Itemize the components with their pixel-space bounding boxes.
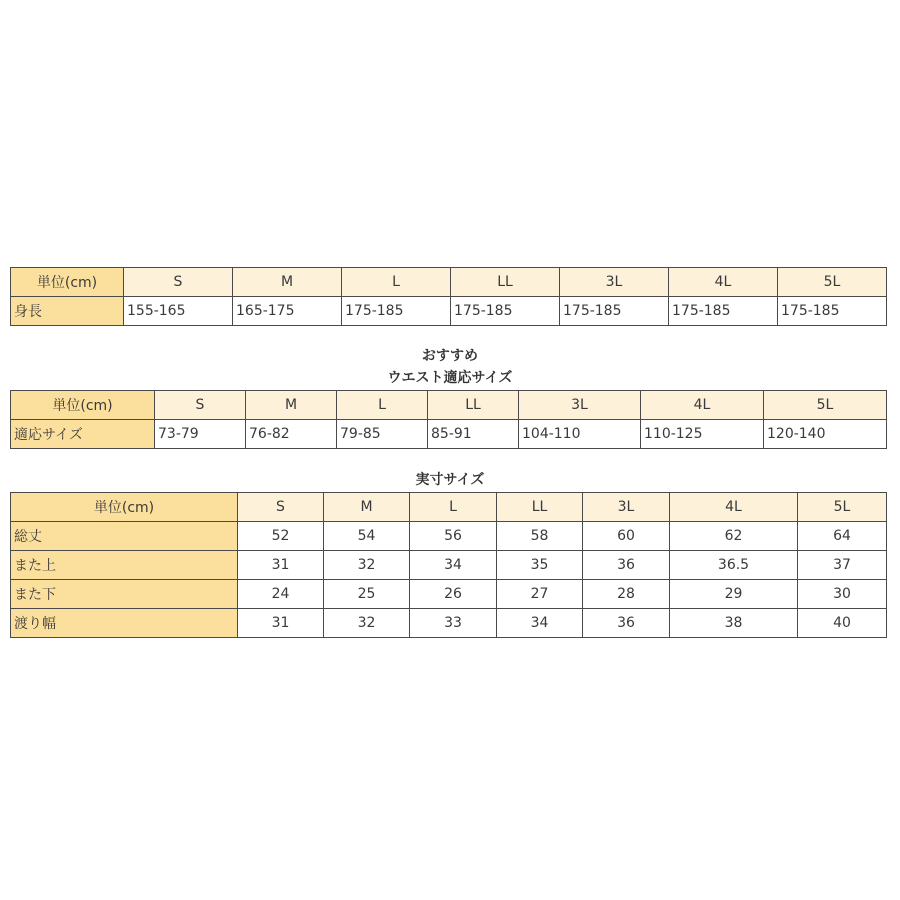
size-header-5l: 5L bbox=[778, 268, 887, 297]
table-cell: 38 bbox=[670, 609, 798, 638]
table-cell: 32 bbox=[324, 551, 410, 580]
table-cell: 165-175 bbox=[233, 297, 342, 326]
table-cell: 33 bbox=[410, 609, 497, 638]
size-header-5l: 5L bbox=[764, 391, 887, 420]
table-row bbox=[11, 609, 887, 638]
size-header-4l: 4L bbox=[641, 391, 764, 420]
table-cell: 60 bbox=[583, 522, 670, 551]
row-label-rise: また上 bbox=[11, 551, 238, 580]
waist-caption-line2: ウエスト適応サイズ bbox=[387, 370, 513, 386]
table-cell: 104-110 bbox=[519, 420, 641, 449]
table-cell: 58 bbox=[497, 522, 583, 551]
table-cell: 62 bbox=[670, 522, 798, 551]
size-header-ll: LL bbox=[451, 268, 560, 297]
size-header-3l: 3L bbox=[519, 391, 641, 420]
table-cell: 36.5 bbox=[670, 551, 798, 580]
table-cell: 28 bbox=[583, 580, 670, 609]
row-label-height: 身長 bbox=[11, 297, 124, 326]
table-cell: 64 bbox=[798, 522, 887, 551]
table-cell: 73-79 bbox=[155, 420, 246, 449]
size-header-m: M bbox=[324, 493, 410, 522]
table-cell: 85-91 bbox=[428, 420, 519, 449]
row-label-inseam: また下 bbox=[11, 580, 238, 609]
table-cell: 34 bbox=[410, 551, 497, 580]
size-header-s: S bbox=[238, 493, 324, 522]
table-cell: 52 bbox=[238, 522, 324, 551]
table-cell: 79-85 bbox=[337, 420, 428, 449]
table-cell: 25 bbox=[324, 580, 410, 609]
table-cell: 175-185 bbox=[778, 297, 887, 326]
table-cell: 175-185 bbox=[669, 297, 778, 326]
table-header-row bbox=[11, 268, 887, 297]
size-header-l: L bbox=[342, 268, 451, 297]
size-header-3l: 3L bbox=[560, 268, 669, 297]
size-header-5l: 5L bbox=[798, 493, 887, 522]
table-cell: 24 bbox=[238, 580, 324, 609]
table-cell: 120-140 bbox=[764, 420, 887, 449]
height-size-table bbox=[10, 267, 887, 326]
size-header-m: M bbox=[246, 391, 337, 420]
unit-header-cell: 単位(cm) bbox=[11, 493, 238, 522]
size-header-ll: LL bbox=[497, 493, 583, 522]
table-cell: 36 bbox=[583, 551, 670, 580]
actual-size-caption: 実寸サイズ bbox=[415, 472, 485, 488]
row-label-fit-size: 適応サイズ bbox=[11, 420, 155, 449]
table-cell: 31 bbox=[238, 551, 324, 580]
table-row bbox=[11, 297, 887, 326]
table-row bbox=[11, 580, 887, 609]
table-cell: 36 bbox=[583, 609, 670, 638]
size-header-l: L bbox=[410, 493, 497, 522]
size-header-4l: 4L bbox=[669, 268, 778, 297]
table-cell: 175-185 bbox=[342, 297, 451, 326]
table-cell: 175-185 bbox=[560, 297, 669, 326]
table-cell: 32 bbox=[324, 609, 410, 638]
table-header-row bbox=[11, 391, 887, 420]
size-header-ll: LL bbox=[428, 391, 519, 420]
size-header-4l: 4L bbox=[670, 493, 798, 522]
table-row bbox=[11, 420, 887, 449]
table-cell: 175-185 bbox=[451, 297, 560, 326]
row-label-thigh-width: 渡り幅 bbox=[11, 609, 238, 638]
table-cell: 110-125 bbox=[641, 420, 764, 449]
table-cell: 54 bbox=[324, 522, 410, 551]
table-row bbox=[11, 522, 887, 551]
size-header-3l: 3L bbox=[583, 493, 670, 522]
table-cell: 40 bbox=[798, 609, 887, 638]
size-header-s: S bbox=[124, 268, 233, 297]
table-cell: 27 bbox=[497, 580, 583, 609]
size-header-s: S bbox=[155, 391, 246, 420]
table-cell: 26 bbox=[410, 580, 497, 609]
unit-header-cell: 単位(cm) bbox=[11, 391, 155, 420]
table-cell: 76-82 bbox=[246, 420, 337, 449]
table-cell: 29 bbox=[670, 580, 798, 609]
table-cell: 30 bbox=[798, 580, 887, 609]
table-cell: 56 bbox=[410, 522, 497, 551]
waist-size-table bbox=[10, 390, 887, 449]
table-cell: 35 bbox=[497, 551, 583, 580]
table-cell: 37 bbox=[798, 551, 887, 580]
size-header-m: M bbox=[233, 268, 342, 297]
unit-header-cell: 単位(cm) bbox=[11, 268, 124, 297]
row-label-total-length: 総丈 bbox=[11, 522, 238, 551]
table-row bbox=[11, 551, 887, 580]
waist-caption-line1: おすすめ bbox=[421, 348, 479, 364]
table-cell: 31 bbox=[238, 609, 324, 638]
table-cell: 155-165 bbox=[124, 297, 233, 326]
actual-size-table bbox=[10, 492, 887, 638]
table-header-row bbox=[11, 493, 887, 522]
table-cell: 34 bbox=[497, 609, 583, 638]
size-header-l: L bbox=[337, 391, 428, 420]
